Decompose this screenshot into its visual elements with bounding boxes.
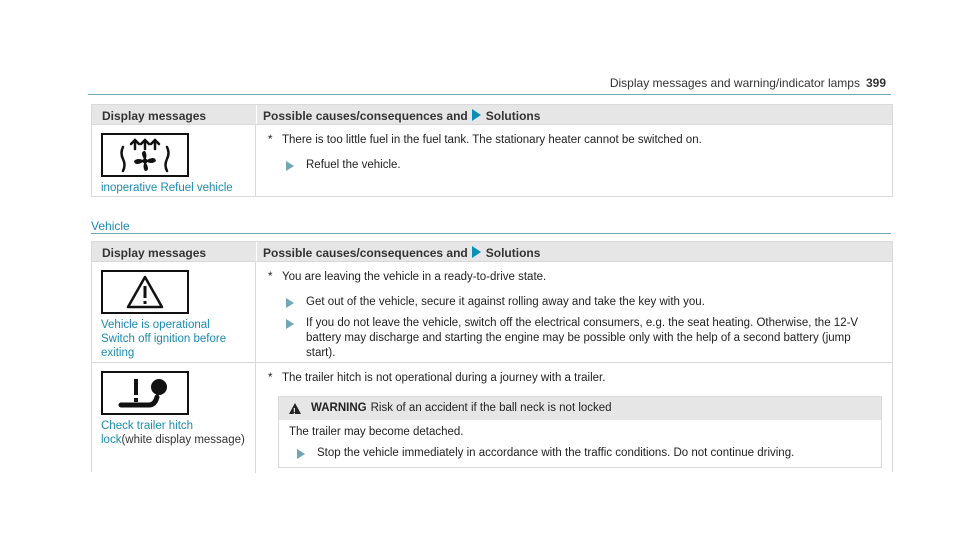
warning-box [278,396,882,468]
message-line-1: Vehicle is operational [101,319,210,331]
asterisk: * [268,372,273,384]
col-display-messages: Display messages [102,246,207,260]
cause-line [268,371,882,386]
col-solutions-label: Solutions [485,109,541,123]
solution-arrow-icon [472,246,481,258]
table-row [92,362,892,473]
warning-body [279,420,881,467]
trailer-hitch-icon [101,371,189,415]
header-title [610,76,886,90]
message-line-3: exiting [101,347,135,359]
message-line-1: Check trailer hitch [101,420,194,432]
message-vehicle-operational[interactable] [101,318,255,360]
warning-header [279,397,881,420]
step-text: If you do not leave the vehicle, switch off the electrical consumers, e.g. the seat heating. Otherwise, the 12-V battery may discharge and starting the engine may be possible only with the help of a second battery (jump start). [306,317,859,359]
message-line-2: lock [101,434,122,446]
page-number: 399 [865,76,886,90]
warning-text: Risk of an accident if the ball neck is not locked [370,402,612,414]
table-row [92,124,892,196]
message-inoperative-refuel[interactable]: inoperative Refuel vehicle [101,182,233,194]
message-suffix: (white display message) [121,434,245,446]
warning-triangle-icon [101,270,189,314]
display-messages-table-2 [91,241,893,472]
col-solutions-label: Solutions [485,246,541,260]
step-arrow-icon [297,449,305,459]
solution-step [297,446,871,461]
table-header [92,242,892,261]
warning-label: WARNING [311,402,367,414]
message-check-trailer-hitch[interactable] [101,419,255,447]
display-cell [92,363,256,473]
causes-cell [256,125,892,196]
col-causes-label: Possible causes/consequences and [263,109,468,123]
step-arrow-icon [286,298,294,308]
step-text: Stop the vehicle immediately in accordance with the traffic conditions. Do not continue driving. [317,447,795,459]
section-divider [91,233,891,234]
heater-fan-icon [101,133,189,177]
cause-line [268,270,882,285]
table-row [92,261,892,362]
message-line-2: Switch off ignition before [101,333,227,345]
step-arrow-icon [286,319,294,329]
step-text: Refuel the vehicle. [306,159,401,171]
warning-body-text: The trailer may become detached. [289,426,464,438]
cause-text: You are leaving the vehicle in a ready-to-drive state. [282,271,547,283]
asterisk: * [268,271,273,283]
causes-cell [256,262,892,362]
cause-line [268,133,882,148]
solution-step [286,158,882,173]
header-title-text: Display messages and warning/indicator lamps [609,76,860,90]
cause-text: The trailer hitch is not operational during a journey with a trailer. [282,372,606,384]
solution-arrow-icon [472,109,481,121]
warning-icon [289,403,301,414]
asterisk: * [268,134,273,146]
col-causes-label: Possible causes/consequences and [263,246,468,260]
causes-cell [256,363,892,473]
col-causes-solutions [256,105,892,124]
header-divider [88,94,891,95]
table-header [92,105,892,124]
section-title-vehicle: Vehicle [91,219,130,233]
display-messages-table-1 [91,104,893,197]
col-causes-solutions [256,242,892,261]
solution-step [286,295,882,310]
cause-text: There is too little fuel in the fuel tank. The stationary heater cannot be switched on. [282,134,702,146]
step-arrow-icon [286,161,294,171]
display-cell [92,262,256,362]
col-display-messages: Display messages [102,109,207,123]
step-text: Get out of the vehicle, secure it against rolling away and take the key with you. [306,296,705,308]
display-cell [92,125,256,196]
solution-step [286,316,882,361]
